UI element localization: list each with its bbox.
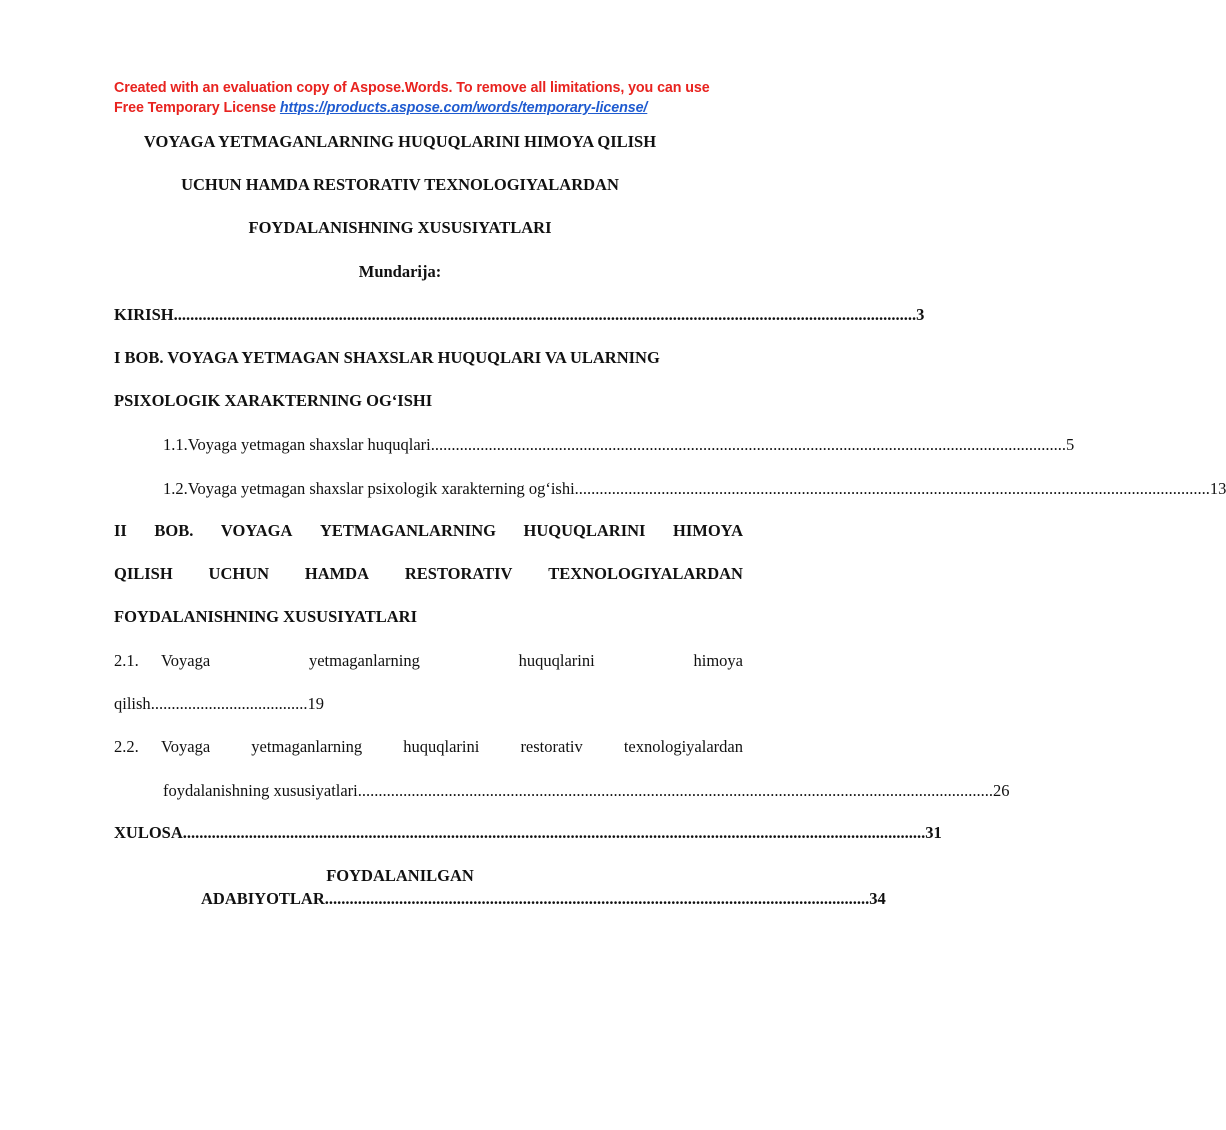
word: II bbox=[114, 521, 127, 540]
dot-leader: .......................................................................................................................................................... bbox=[430, 435, 1067, 454]
dot-leader: .................................................................................................................................................................................... bbox=[182, 823, 926, 842]
word: RESTORATIV bbox=[404, 564, 513, 583]
toc-entry-adabiyotlar-line-1[interactable]: FOYDALANILGAN bbox=[326, 866, 474, 885]
toc-entry-1-2[interactable] bbox=[163, 479, 1226, 499]
toc-chapter-2-line-3[interactable]: FOYDALANISHNING XUSUSIYATLARI bbox=[114, 607, 418, 626]
toc-entry-number: 1.2. bbox=[163, 479, 188, 498]
document-title-line-2: UCHUN HAMDA RESTORATIV TEXNOLOGIYALARDAN bbox=[181, 175, 619, 194]
dot-leader: .................................................................................................................................... bbox=[324, 889, 870, 908]
license-link[interactable]: https://products.aspose.com/words/temporary-license/ bbox=[279, 100, 648, 116]
toc-entry-number-and-word bbox=[114, 651, 210, 671]
word: UCHUN bbox=[208, 564, 270, 583]
toc-entry-2-1[interactable] bbox=[114, 651, 743, 671]
toc-entry-label: XULOSA bbox=[114, 823, 183, 842]
dot-leader: .......................................................................................................................................................... bbox=[574, 479, 1210, 498]
toc-entry-label: ADABIYOTLAR bbox=[201, 889, 325, 908]
word: HAMDA bbox=[304, 564, 370, 583]
toc-entry-1-1[interactable] bbox=[163, 435, 1075, 455]
dot-leader: .................................................................................................................................................................................... bbox=[173, 305, 917, 324]
toc-entry-label: Voyaga yetmagan shaxslar psixologik xarakterning og‘ishi bbox=[187, 479, 575, 498]
watermark-line-2 bbox=[114, 98, 754, 118]
document-title-line-3: FOYDALANISHNING XUSUSIYATLARI bbox=[248, 218, 552, 237]
evaluation-watermark bbox=[114, 78, 754, 118]
toc-entry-xulosa[interactable] bbox=[114, 823, 942, 843]
toc-entry-page: 13 bbox=[1209, 479, 1226, 498]
toc-entry-page: 26 bbox=[993, 781, 1010, 800]
toc-heading: Mundarija: bbox=[358, 262, 442, 281]
word: texnologiyalardan bbox=[623, 737, 743, 756]
toc-entry-number: 1.1. bbox=[163, 435, 188, 454]
word: TEXNOLOGIYALARDAN bbox=[548, 564, 743, 583]
word: huquqlarini bbox=[403, 737, 480, 756]
toc-chapter-2-line-2[interactable] bbox=[114, 564, 743, 584]
watermark-line-1: Created with an evaluation copy of Aspose.Words. To remove all limitations, you can use bbox=[114, 80, 710, 96]
toc-entry-number-and-word bbox=[114, 737, 210, 757]
watermark-license-text: Free Temporary License bbox=[114, 100, 280, 116]
word: Voyaga bbox=[161, 737, 211, 756]
toc-entry-2-2-continuation[interactable] bbox=[163, 781, 1010, 801]
word: HIMOYA bbox=[673, 521, 743, 540]
toc-entry-label: Voyaga yetmagan shaxslar huquqlari bbox=[187, 435, 431, 454]
word: yetmaganlarning bbox=[308, 651, 420, 670]
toc-entry-page: 31 bbox=[925, 823, 942, 842]
dot-leader: .......................................................................................................................................................... bbox=[357, 781, 994, 800]
word: YETMAGANLARNING bbox=[319, 521, 496, 540]
document-title-line-1: VOYAGA YETMAGANLARNING HUQUQLARINI HIMOYA QILISH bbox=[143, 132, 657, 151]
word: HUQUQLARINI bbox=[523, 521, 646, 540]
toc-entry-page: 19 bbox=[307, 694, 324, 713]
word: BOB. bbox=[154, 521, 194, 540]
toc-entry-label: KIRISH bbox=[114, 305, 174, 324]
toc-entry-label: foydalanishning xususiyatlari bbox=[163, 781, 358, 800]
toc-entry-number: 2.1. bbox=[114, 651, 139, 670]
toc-entry-label: qilish bbox=[114, 694, 151, 713]
word: restorativ bbox=[520, 737, 583, 756]
word: huquqlarini bbox=[518, 651, 595, 670]
toc-chapter-2-line-1[interactable] bbox=[114, 521, 743, 541]
word: Voyaga bbox=[161, 651, 211, 670]
word: himoya bbox=[693, 651, 743, 670]
word: yetmaganlarning bbox=[251, 737, 363, 756]
toc-entry-kirish[interactable] bbox=[114, 305, 925, 325]
toc-entry-2-2[interactable] bbox=[114, 737, 743, 757]
word: VOYAGA bbox=[220, 521, 293, 540]
toc-chapter-1-line-1[interactable]: I BOB. VOYAGA YETMAGAN SHAXSLAR HUQUQLARI VA ULARNING bbox=[114, 348, 660, 367]
toc-entry-adabiyotlar[interactable] bbox=[201, 889, 886, 909]
word: QILISH bbox=[114, 564, 173, 583]
toc-entry-number: 2.2. bbox=[114, 737, 139, 756]
toc-entry-2-1-continuation[interactable] bbox=[114, 694, 324, 714]
toc-chapter-1-line-2[interactable]: PSIXOLOGIK XARAKTERNING OG‘ISHI bbox=[114, 391, 433, 410]
toc-entry-page: 34 bbox=[869, 889, 886, 908]
toc-entry-page: 5 bbox=[1066, 435, 1075, 454]
dot-leader: ...................................... bbox=[150, 694, 308, 713]
toc-entry-page: 3 bbox=[916, 305, 925, 324]
